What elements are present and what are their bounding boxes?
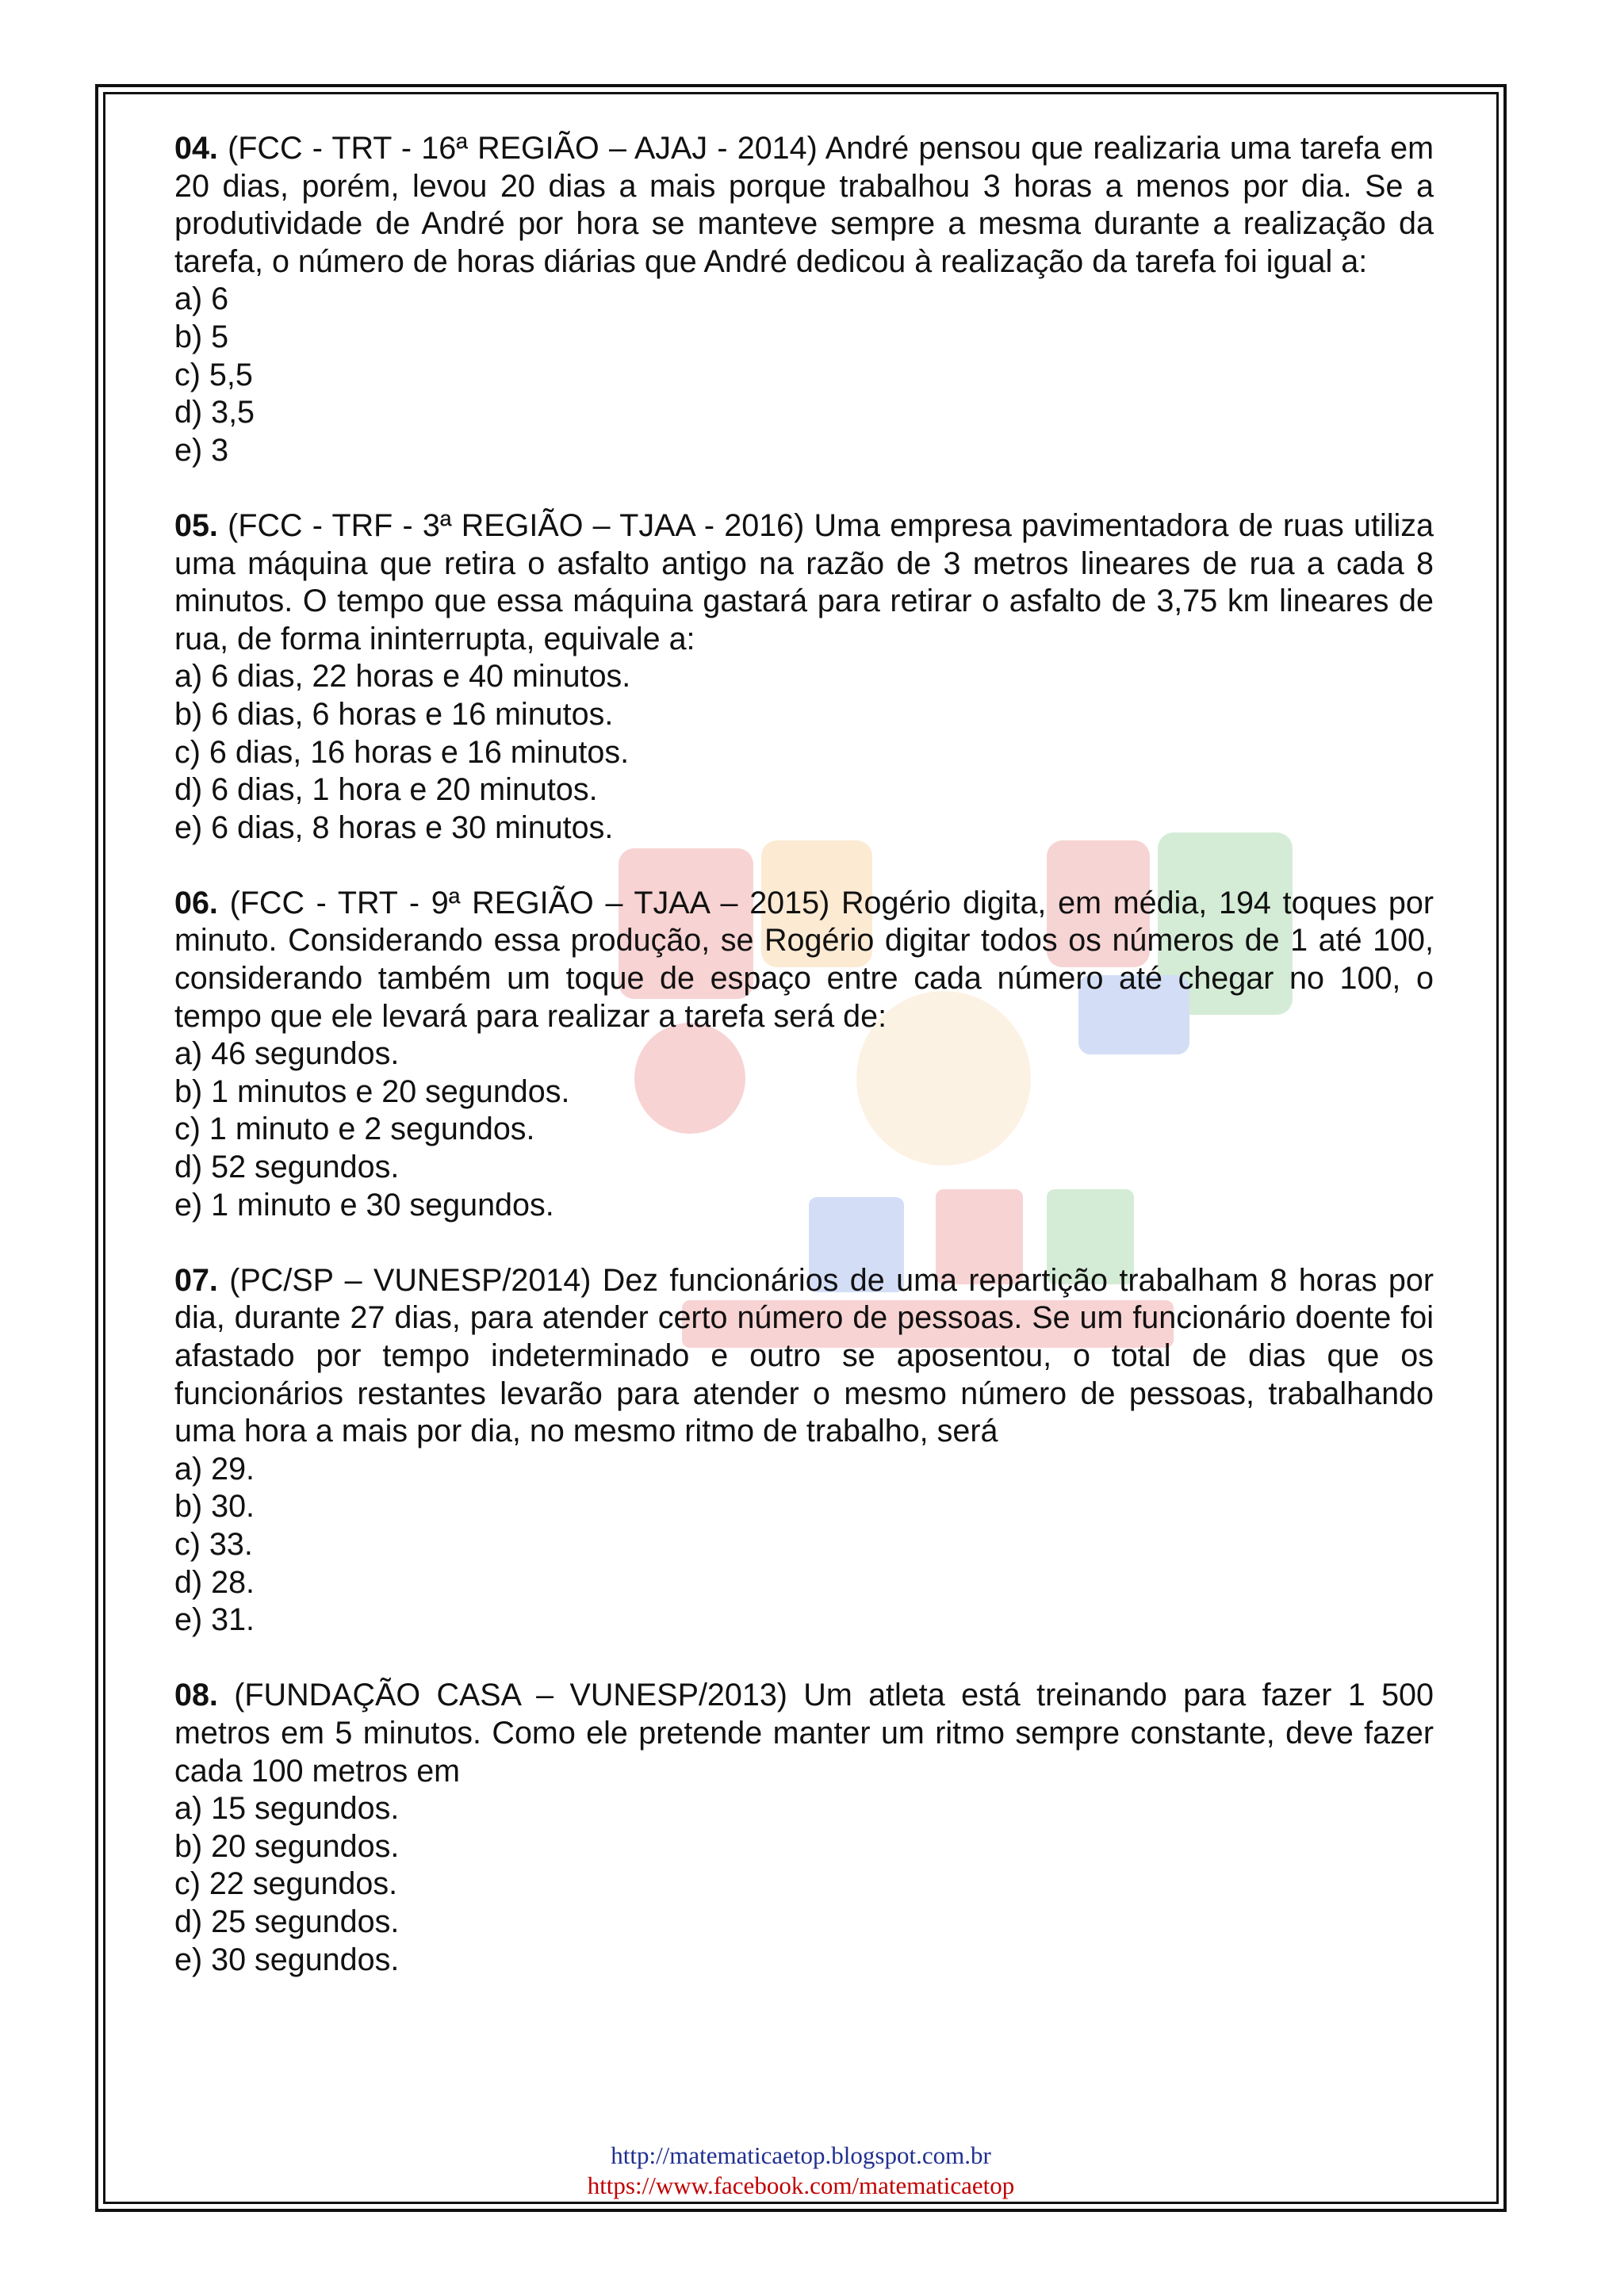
question-number: 04. (174, 131, 218, 166)
option-c: c) 22 segundos. (174, 1866, 398, 1902)
question-number: 05. (174, 507, 218, 543)
option-b: b) 5 (174, 319, 229, 354)
option-b: b) 1 minutos e 20 segundos. (174, 1073, 570, 1109)
option-list (174, 1790, 1434, 1979)
option-list (174, 281, 1434, 469)
question-text: (PC/SP – VUNESP/2014) Dez funcionários de uma repartição trabalham 8 horas por dia, durante 27 dias, para atender certo número de pessoas. Se um funcionário doente foi afastado por tempo indeterminado e outro se aposentou, o total de dias que os funcionários restantes levarão para atender o mesmo número de pessoas, trabalhando uma hora a mais por dia, no mesmo ritmo de trabalho, será (174, 1262, 1434, 1449)
option-list (174, 1451, 1434, 1640)
question-05 (174, 507, 1434, 847)
option-d: d) 6 dias, 1 hora e 20 minutos. (174, 772, 598, 808)
option-d: d) 3,5 (174, 395, 255, 430)
option-a: a) 29. (174, 1451, 255, 1487)
option-c: c) 1 minuto e 2 segundos. (174, 1112, 535, 1147)
question-07 (174, 1262, 1434, 1640)
question-number: 07. (174, 1262, 218, 1298)
option-a: a) 15 segundos. (174, 1791, 400, 1827)
option-c: c) 33. (174, 1526, 253, 1562)
option-a: a) 6 (174, 281, 229, 317)
option-list (174, 1035, 1434, 1224)
question-text: (FCC - TRT - 16ª REGIÃO – AJAJ - 2014) André pensou que realizaria uma tarefa em 20 dias, porém, levou 20 dias a mais porque trabalhou 3 horas a menos por dia. Se a produtividade de André por hora se manteve sempre a mesma durante a realização da tarefa, o número de horas diárias que André dedicou à realização da tarefa foi igual a: (174, 131, 1434, 279)
option-c: c) 6 dias, 16 horas e 16 minutos. (174, 734, 630, 770)
question-text: (FCC - TRF - 3ª REGIÃO – TJAA - 2016) Uma empresa pavimentadora de ruas utiliza uma máquina que retira o asfalto antigo na razão de 3 metros lineares de rua a cada 8 minutos. O tempo que essa máquina gastará para retirar o asfalto de 3,75 km lineares de rua, de forma ininterrupta, equivale a: (174, 507, 1434, 656)
question-text: (FCC - TRT - 9ª REGIÃO – TJAA – 2015) Rogério digita, em média, 194 toques por minuto. Considerando essa produção, se Rogério digitar todos os números de 1 até 100, considerando também um toque de espaço entre cada número até chegar no 100, o tempo que ele levará para realizar a tarefa será de: (174, 885, 1434, 1034)
option-e: e) 3 (174, 432, 229, 468)
option-e: e) 30 segundos. (174, 1942, 400, 1977)
footer-blog-link[interactable]: http://matematicaetop.blogspot.com.br (611, 2141, 991, 2169)
option-b: b) 6 dias, 6 horas e 16 minutos. (174, 696, 614, 732)
question-list (174, 130, 1434, 2017)
question-06 (174, 885, 1434, 1224)
question-08 (174, 1677, 1434, 1979)
question-stem (174, 1262, 1434, 1451)
option-e: e) 1 minuto e 30 segundos. (174, 1187, 554, 1223)
option-e: e) 6 dias, 8 horas e 30 minutos. (174, 809, 614, 845)
option-c: c) 5,5 (174, 357, 253, 392)
question-number: 08. (174, 1678, 218, 1713)
question-stem (174, 1677, 1434, 1790)
option-list (174, 658, 1434, 847)
question-04 (174, 130, 1434, 469)
question-stem (174, 130, 1434, 281)
option-b: b) 20 segundos. (174, 1828, 400, 1864)
option-d: d) 25 segundos. (174, 1904, 400, 1939)
option-e: e) 31. (174, 1602, 255, 1638)
question-text: (FUNDAÇÃO CASA – VUNESP/2013) Um atleta está treinando para fazer 1 500 metros em 5 minutos. Como ele pretende manter um ritmo sempre constante, deve fazer cada 100 metros em (174, 1678, 1434, 1789)
question-stem (174, 885, 1434, 1035)
option-a: a) 46 segundos. (174, 1036, 400, 1072)
footer-facebook-link[interactable]: https://www.facebook.com/matematicaetop (587, 2172, 1015, 2199)
question-stem (174, 507, 1434, 658)
question-number: 06. (174, 885, 218, 920)
option-d: d) 28. (174, 1564, 255, 1600)
option-a: a) 6 dias, 22 horas e 40 minutos. (174, 659, 631, 695)
option-d: d) 52 segundos. (174, 1150, 400, 1185)
option-b: b) 30. (174, 1489, 255, 1525)
